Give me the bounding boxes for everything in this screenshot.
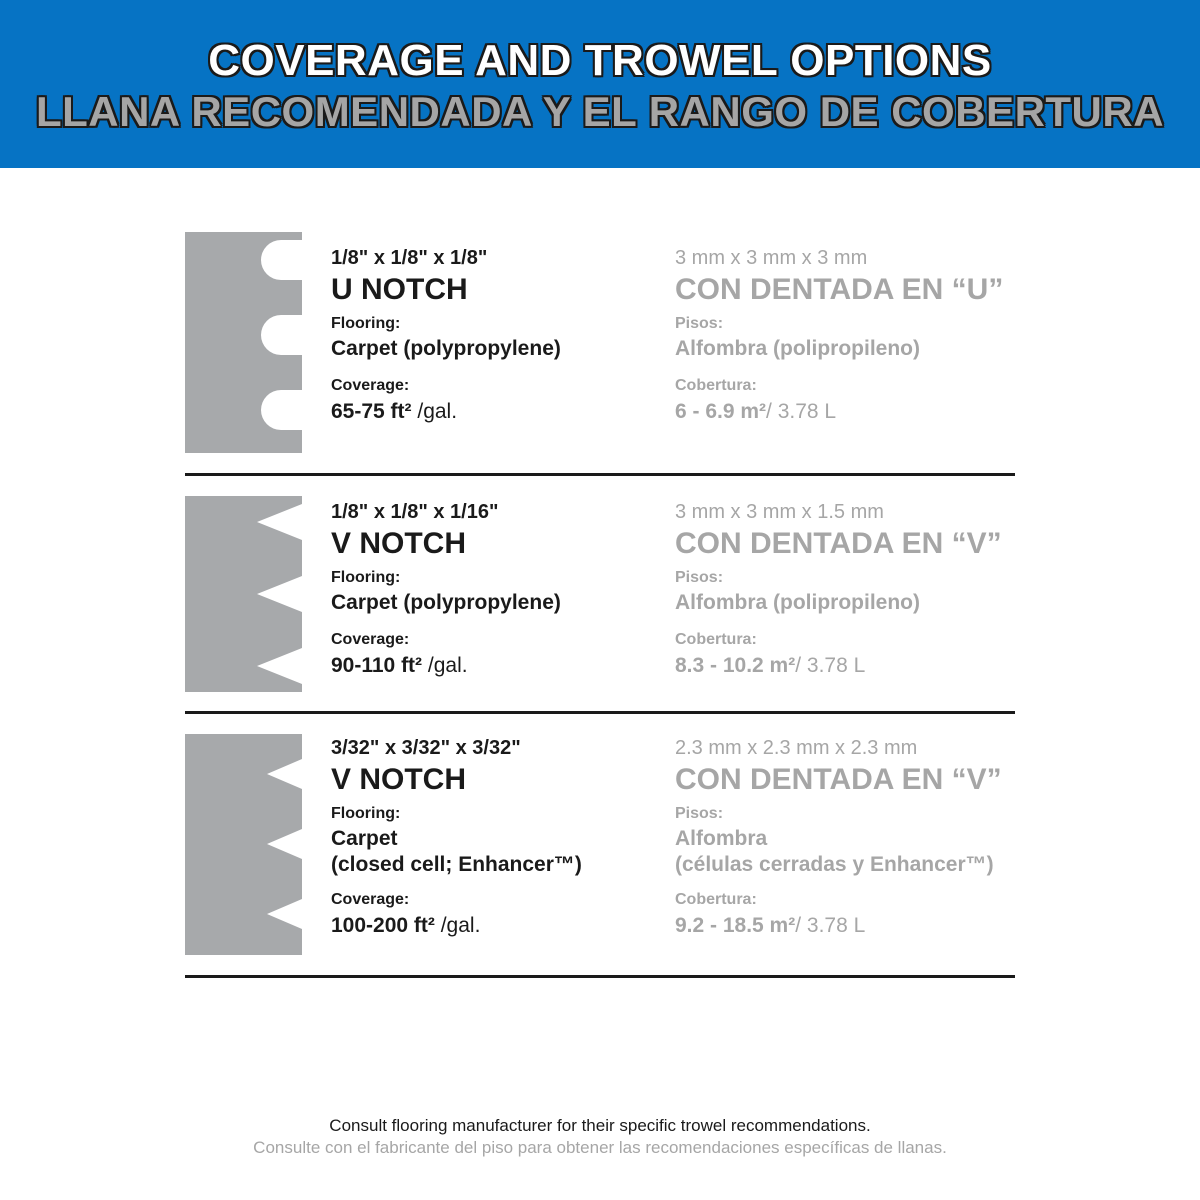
flooring-value: Alfombra (polipropileno) (675, 337, 920, 360)
option-details-spanish (675, 500, 1015, 680)
coverage-label: Cobertura: (675, 377, 757, 394)
coverage-amount: 90-110 ft² (331, 654, 423, 677)
title-spanish: LLANA RECOMENDADA Y EL RANGO DE COBERTURA (35, 88, 1165, 135)
flooring-label: Pisos: (675, 805, 724, 822)
notch-dimensions: 3/32" x 3/32" x 3/32" (331, 737, 521, 759)
option-details-english (331, 736, 661, 940)
notch-dimensions: 1/8" x 1/8" x 1/16" (331, 501, 499, 523)
notch-dimensions: 2.3 mm x 2.3 mm x 2.3 mm (675, 737, 918, 759)
coverage-label: Coverage: (331, 377, 410, 394)
option-details-english (331, 246, 661, 426)
v-notch-trowel-icon (185, 734, 302, 955)
coverage-value (331, 398, 661, 426)
v-notch-trowel-icon (185, 496, 302, 692)
coverage-value (675, 912, 1015, 940)
row-divider (185, 473, 1015, 476)
coverage-label: Coverage: (331, 891, 410, 908)
coverage-amount: 9.2 - 18.5 m² (675, 914, 796, 937)
trowel-option-3 (185, 734, 1015, 980)
header-banner (0, 0, 1200, 168)
notch-dimensions: 3 mm x 3 mm x 3 mm (675, 247, 868, 269)
u-notch-trowel-icon (185, 232, 302, 453)
coverage-unit: /gal. (434, 914, 481, 937)
option-details-spanish (675, 246, 1015, 426)
notch-dimensions: 1/8" x 1/8" x 1/8" (331, 247, 488, 269)
flooring-value: Carpet (331, 827, 398, 850)
flooring-value: Alfombra (675, 827, 768, 850)
coverage-value (675, 652, 1015, 680)
coverage-label: Cobertura: (675, 631, 757, 648)
notch-dimensions: 3 mm x 3 mm x 1.5 mm (675, 501, 884, 523)
coverage-unit: / 3.78 L (795, 654, 866, 677)
flooring-value: Carpet (polypropylene) (331, 337, 561, 360)
row-divider (185, 711, 1015, 714)
flooring-label: Flooring: (331, 569, 401, 586)
trowel-option-2 (185, 496, 1015, 716)
coverage-amount: 6 - 6.9 m² (675, 400, 767, 423)
notch-type: CON DENTADA EN “V” (675, 527, 1002, 560)
coverage-unit: /gal. (422, 654, 468, 677)
flooring-value: Alfombra (polipropileno) (675, 591, 920, 614)
coverage-value (331, 652, 661, 680)
notch-type: V NOTCH (331, 763, 466, 796)
coverage-value (675, 398, 1015, 426)
coverage-value (331, 912, 661, 940)
flooring-label: Pisos: (675, 315, 724, 332)
coverage-amount: 100-200 ft² (331, 914, 435, 937)
flooring-label: Flooring: (331, 315, 401, 332)
footer-note-spanish: Consulte con el fabricante del piso para obtener las recomendaciones específicas de llanas. (253, 1138, 947, 1157)
flooring-value-detail: (closed cell; Enhancer™) (331, 853, 582, 876)
coverage-label: Coverage: (331, 631, 410, 648)
coverage-amount: 8.3 - 10.2 m² (675, 654, 796, 677)
flooring-label: Flooring: (331, 805, 401, 822)
flooring-value-detail: (células cerradas y Enhancer™) (675, 853, 994, 876)
notch-type: U NOTCH (331, 273, 468, 306)
flooring-value: Carpet (polypropylene) (331, 591, 561, 614)
coverage-unit: / 3.78 L (766, 400, 837, 423)
flooring-label: Pisos: (675, 569, 724, 586)
notch-type: CON DENTADA EN “U” (675, 273, 1004, 306)
title-english: COVERAGE AND TROWEL OPTIONS (208, 36, 992, 85)
row-divider (185, 975, 1015, 978)
option-details-spanish (675, 736, 1015, 940)
coverage-label: Cobertura: (675, 891, 757, 908)
footer-note-english: Consult flooring manufacturer for their specific trowel recommendations. (329, 1116, 871, 1135)
notch-type: V NOTCH (331, 527, 466, 560)
coverage-unit: /gal. (411, 400, 458, 423)
coverage-amount: 65-75 ft² (331, 400, 412, 423)
coverage-unit: / 3.78 L (795, 914, 866, 937)
notch-type: CON DENTADA EN “V” (675, 763, 1002, 796)
trowel-option-1 (185, 232, 1015, 476)
option-details-english (331, 500, 661, 680)
